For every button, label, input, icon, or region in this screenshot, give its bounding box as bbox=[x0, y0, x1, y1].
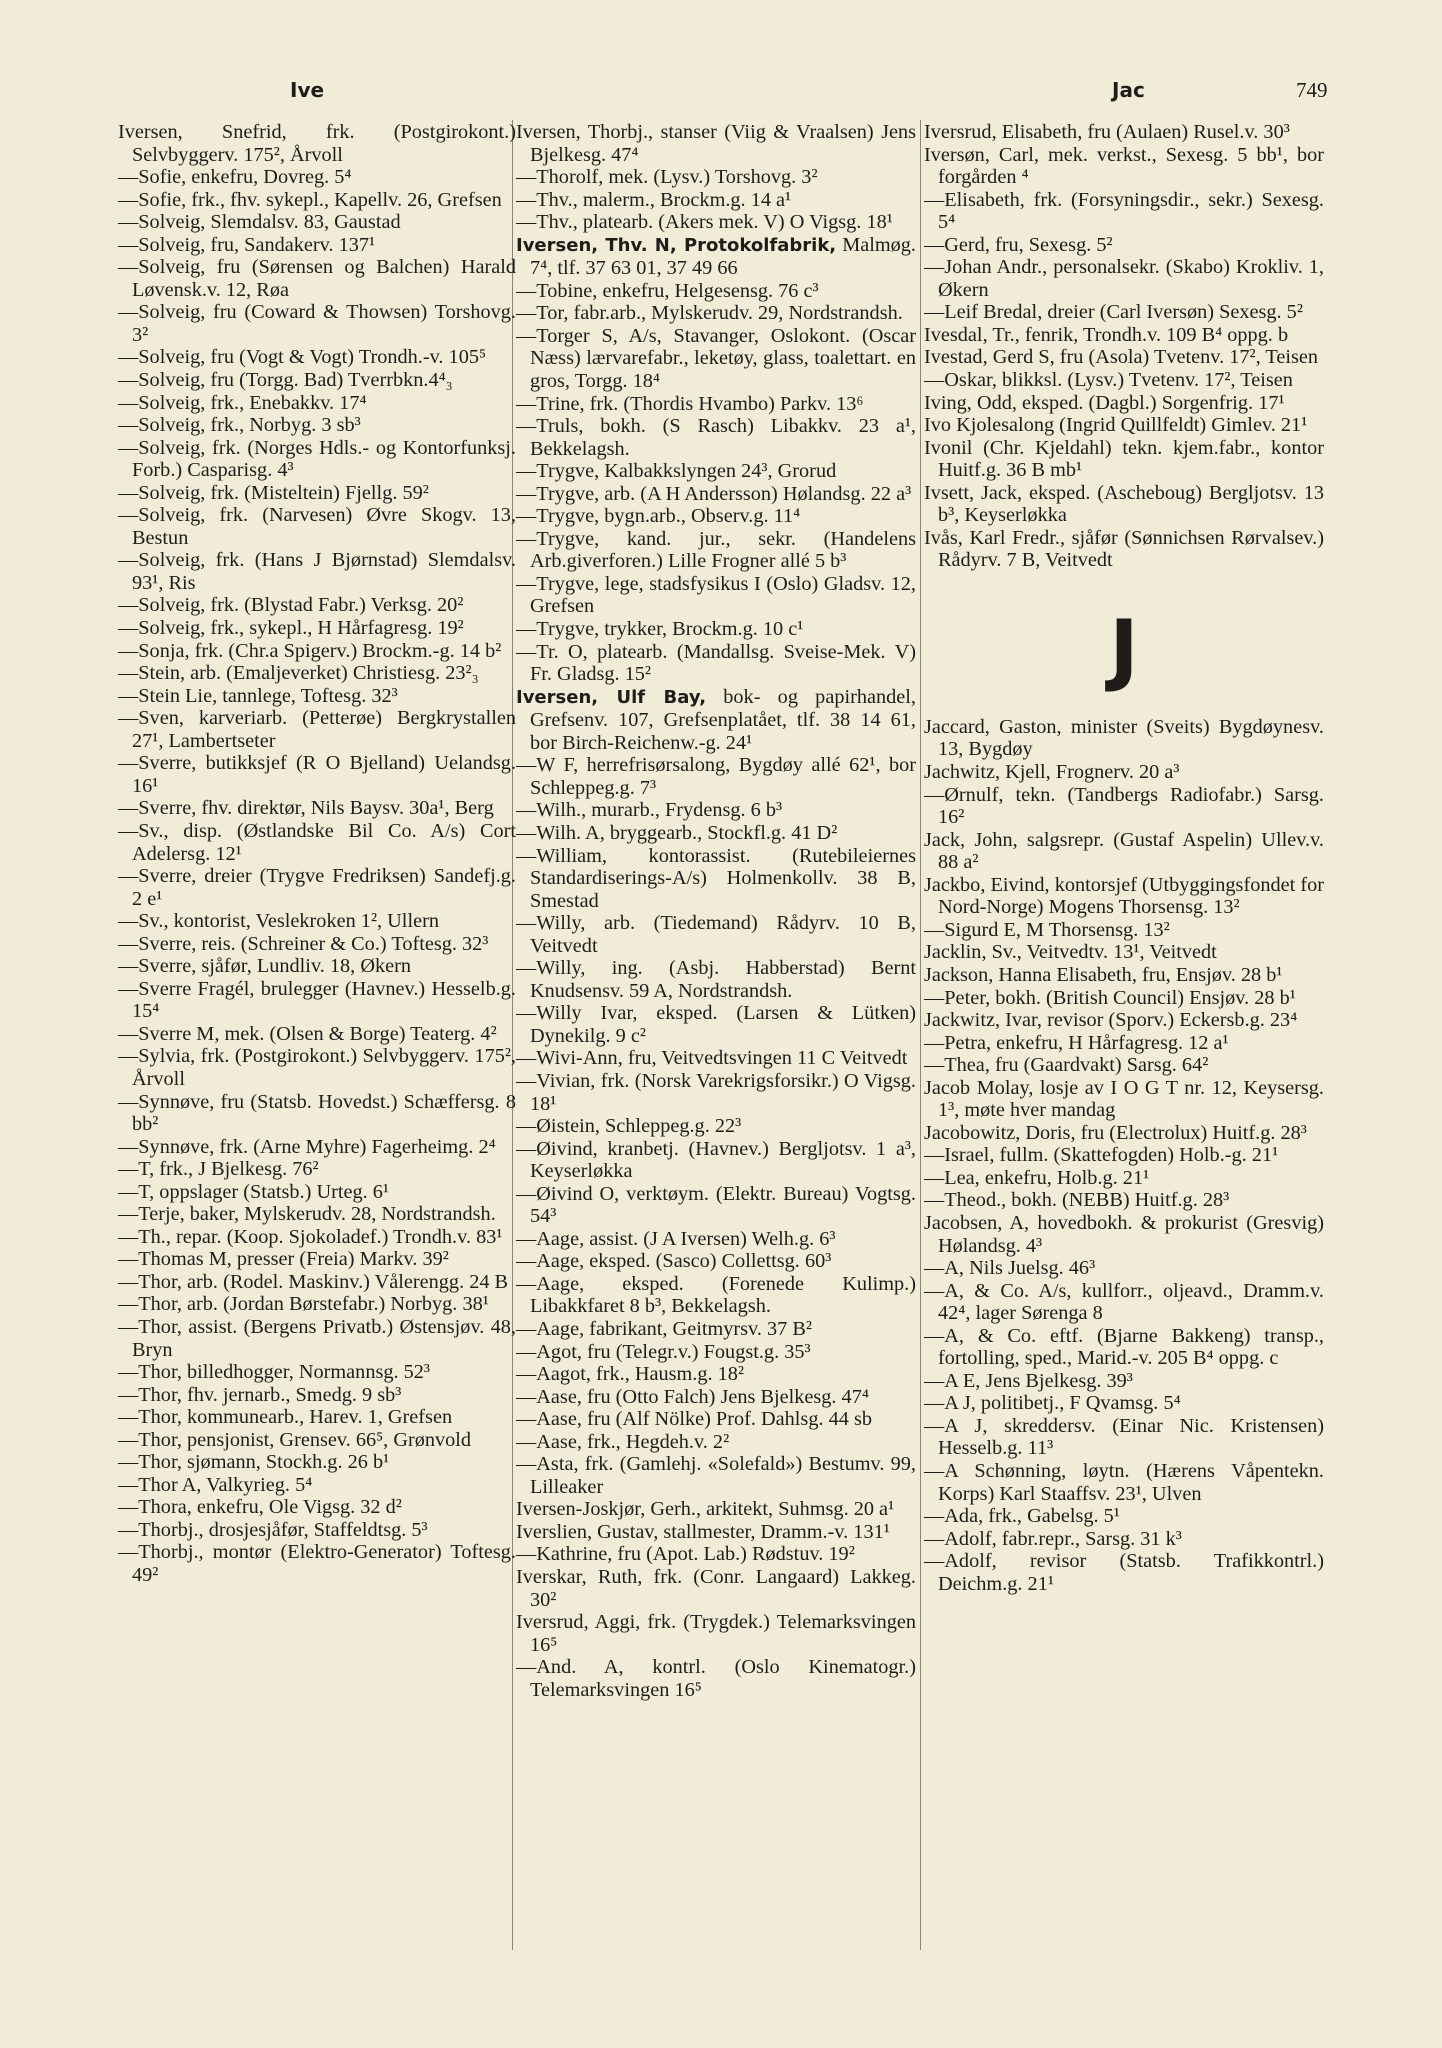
list-item: —Sylvia, frk. (Postgirokont.) Selvbyggerv. 175², Årvoll bbox=[118, 1045, 516, 1090]
list-item: —Ørnulf, tekn. (Tandbergs Radiofabr.) Sarsg. 16² bbox=[924, 783, 1324, 829]
list-item: —Aage, eksped. (Sasco) Collettsg. 60³ bbox=[516, 1250, 832, 1273]
list-item: —Terje, baker, Mylskerudv. 28, Nordstrandsh. bbox=[118, 1203, 496, 1226]
list-item: Iversøn, Carl, mek. verkst., Sexesg. 5 bb¹, bor forgården ⁴ bbox=[924, 143, 1324, 189]
list-item: —Truls, bokh. (S Rasch) Libakkv. 23 a¹, Bekkelagsh. bbox=[516, 415, 916, 460]
list-item: —Sverre, fhv. direktør, Nils Baysv. 30a¹, Berg bbox=[118, 797, 494, 820]
list-item: —Sv., disp. (Østlandske Bil Co. A/s) Cort Adelersg. 12¹ bbox=[118, 819, 516, 865]
list-item: —Thor, assist. (Bergens Privatb.) Østensjøv. 48, Bryn bbox=[118, 1315, 516, 1361]
list-item: Ivesdal, Tr., fenrik, Trondh.v. 109 B⁴ oppg. b bbox=[924, 323, 1289, 346]
list-item: —W F, herrefrisørsalong, Bygdøy allé 62¹, bor Schleppeg.g. 7³ bbox=[516, 754, 916, 799]
list-item: —Thv., malerm., Brockm.g. 14 a¹ bbox=[516, 188, 792, 211]
list-item: —Thor, arb. (Rodel. Maskinv.) Vålerengg. 24 B bbox=[118, 1270, 509, 1293]
list-item: —Theod., bokh. (NEBB) Huitf.g. 28³ bbox=[924, 1189, 1230, 1212]
column-3 bbox=[924, 121, 1324, 1595]
list-item: —A, Nils Juelsg. 46³ bbox=[924, 1257, 1096, 1280]
list-item: —Solveig, fru (Torgg. Bad) Tverrbkn.4⁴₃ bbox=[118, 369, 453, 392]
column-1 bbox=[118, 121, 516, 1587]
list-item: —Agot, fru (Telegr.v.) Fougst.g. 35³ bbox=[516, 1340, 811, 1363]
list-item: —Peter, bokh. (British Council) Ensjøv. 28 b¹ bbox=[924, 986, 1296, 1009]
list-item: —Trygve, lege, stadsfysikus I (Oslo) Gladsv. 12, Grefsen bbox=[516, 572, 916, 618]
list-item: —T, oppslager (Statsb.) Urteg. 6¹ bbox=[118, 1180, 389, 1203]
list-item: —Gerd, fru, Sexesg. 5² bbox=[924, 233, 1113, 256]
list-item: Iversen, Thorbj., stanser (Viig & Vraalsen) Jens Bjelkesg. 47⁴ bbox=[516, 121, 916, 166]
list-item: —Sverre, dreier (Trygve Fredriksen) Sandefj.g. 2 e¹ bbox=[118, 865, 516, 910]
list-item: —Solveig, frk., sykepl., H Hårfagresg. 19² bbox=[118, 617, 464, 640]
list-item: —Thorbj., drosjesjåfør, Staffeldtsg. 5³ bbox=[118, 1518, 428, 1541]
list-item: —Thor, kommunearb., Harev. 1, Grefsen bbox=[118, 1406, 453, 1429]
list-item: —Sonja, frk. (Chr.a Spigerv.) Brockm.-g. 14 b² bbox=[118, 639, 502, 662]
list-item: —Thorbj., montør (Elektro-Generator) Toftesg. 49² bbox=[118, 1541, 516, 1586]
column-2 bbox=[516, 121, 916, 1701]
list-item: —Israel, fullm. (Skattefogden) Holb.-g. 21¹ bbox=[924, 1144, 1279, 1167]
list-item: Ivås, Karl Fredr., sjåfør (Sønnichsen Rørvalsev.) Rådyrv. 7 B, Veitvedt bbox=[924, 526, 1324, 572]
list-item: —Sven, karveriarb. (Petterøe) Bergkrystallen 27¹, Lambertseter bbox=[118, 707, 516, 752]
list-item: —And. A, kontrl. (Oslo Kinematogr.) Telemarksvingen 16⁵ bbox=[516, 1656, 916, 1701]
list-item: —Solveig, fru (Sørensen og Balchen) Harald Løvensk.v. 12, Røa bbox=[118, 256, 516, 301]
list-item: —A E, Jens Bjelkesg. 39³ bbox=[924, 1369, 1133, 1392]
list-item: Iverskar, Ruth, frk. (Conr. Langaard) Lakkeg. 30² bbox=[516, 1566, 916, 1611]
list-item bbox=[516, 686, 916, 755]
list-item: —Thor, pensjonist, Grensev. 66⁵, Grønvold bbox=[118, 1428, 472, 1451]
list-item: —Trygve, bygn.arb., Observ.g. 11⁴ bbox=[516, 505, 801, 528]
list-item: —Trygve, arb. (A H Andersson) Hølandsg. 22 a³ bbox=[516, 482, 912, 505]
list-item: —Tr. O, platearb. (Mandallsg. Sveise-Mek. V) Fr. Gladsg. 15² bbox=[516, 640, 916, 686]
list-item: —Vivian, frk. (Norsk Varekrigsforsikr.) O Vigsg. 18¹ bbox=[516, 1069, 916, 1115]
list-item bbox=[516, 234, 916, 280]
list-item: —A J, politibetj., F Qvamsg. 5⁴ bbox=[924, 1392, 1181, 1415]
list-item: —Wivi-Ann, fru, Veitvedtsvingen 11 C Veitvedt bbox=[516, 1047, 908, 1070]
list-item: Jackwitz, Ivar, revisor (Sporv.) Eckersb.g. 23⁴ bbox=[924, 1009, 1298, 1032]
list-item: Jaccard, Gaston, minister (Sveits) Bygdøynesv. 13, Bygdøy bbox=[924, 715, 1324, 761]
running-head-left: Ive bbox=[290, 78, 325, 102]
column-divider bbox=[920, 120, 921, 1950]
list-item: —Wilh., murarb., Frydensg. 6 b³ bbox=[516, 799, 783, 822]
list-item: —Trygve, kand. jur., sekr. (Handelens Arb.giverforen.) Lille Frogner allé 5 b³ bbox=[516, 527, 916, 573]
list-item: —Sverre, reis. (Schreiner & Co.) Toftesg. 32³ bbox=[118, 932, 489, 955]
list-item: —Solveig, Slemdalsv. 83, Gaustad bbox=[118, 211, 401, 234]
list-item: —Trygve, Kalbakkslyngen 24³, Grorud bbox=[516, 460, 837, 483]
list-item: —Stein, arb. (Emaljeverket) Christiesg. 23²₃ bbox=[118, 662, 479, 685]
list-item: —Asta, frk. (Gamlehj. «Solefald») Bestumv. 99, Lilleaker bbox=[516, 1453, 916, 1498]
list-item: —T, frk., J Bjelkesg. 76² bbox=[118, 1158, 319, 1181]
list-item: —Sv., kontorist, Veslekroken 1², Ullern bbox=[118, 910, 439, 933]
entry-text: Malmøg. 7⁴, tlf. 37 63 01, 37 49 66 bbox=[530, 233, 916, 280]
list-item: —Elisabeth, frk. (Forsyningsdir., sekr.) Sexesg. 5⁴ bbox=[924, 188, 1324, 234]
list-item: —Lea, enkefru, Holb.g. 21¹ bbox=[924, 1166, 1150, 1189]
list-item: Ivo Kjolesalong (Ingrid Quillfeldt) Gimlev. 21¹ bbox=[924, 414, 1308, 437]
list-item: —Willy, arb. (Tiedemand) Rådyrv. 10 B, Veitvedt bbox=[516, 912, 916, 957]
list-item: —Sverre Fragél, brulegger (Havnev.) Hesselb.g. 15⁴ bbox=[118, 977, 516, 1023]
list-item: Ivonil (Chr. Kjeldahl) tekn. kjem.fabr., kontor Huitf.g. 36 B mb¹ bbox=[924, 436, 1324, 482]
list-item: —Stein Lie, tannlege, Toftesg. 32³ bbox=[118, 684, 398, 707]
list-item: Jackson, Hanna Elisabeth, fru, Ensjøv. 28 b¹ bbox=[924, 963, 1283, 986]
list-item: —Adolf, fabr.repr., Sarsg. 31 k³ bbox=[924, 1527, 1182, 1550]
list-item: —Aage, assist. (J A Iversen) Welh.g. 6³ bbox=[516, 1227, 836, 1250]
list-item: —Øivind, kranbetj. (Havnev.) Bergljotsv. 1 a³, Keyserløkka bbox=[516, 1137, 916, 1183]
list-item: —Johan Andr., personalsekr. (Skabo) Krokliv. 1, Økern bbox=[924, 256, 1324, 301]
section-letter: J bbox=[1109, 604, 1139, 695]
list-item: —Adolf, revisor (Statsb. Trafikkontrl.) Deichm.g. 21¹ bbox=[924, 1550, 1324, 1595]
list-item: —Aase, fru (Alf Nölke) Prof. Dahlsg. 44 sb bbox=[516, 1408, 872, 1431]
list-item: —Kathrine, fru (Apot. Lab.) Rødstuv. 19² bbox=[516, 1543, 855, 1566]
list-item: —Øistein, Schleppeg.g. 22³ bbox=[516, 1115, 742, 1138]
list-item: —Aase, frk., Hegdeh.v. 2² bbox=[516, 1430, 730, 1453]
list-item: Ivestad, Gerd S, fru (Asola) Tvetenv. 17², Teisen bbox=[924, 346, 1319, 369]
list-item: Iving, Odd, eksped. (Dagbl.) Sorgenfrig. 17¹ bbox=[924, 391, 1285, 414]
entry-name-bold: Iversen, Thv. N, Protokolfabrik, bbox=[516, 234, 837, 256]
list-item: —Wilh. A, bryggearb., Stockfl.g. 41 D² bbox=[516, 821, 838, 844]
list-item: —Solveig, fru (Vogt & Vogt) Trondh.-v. 105⁵ bbox=[118, 346, 487, 369]
list-item: Iversen, Snefrid, frk. (Postgirokont.) Selvbyggerv. 175², Årvoll bbox=[118, 121, 516, 166]
list-item: —Trine, frk. (Thordis Hvambo) Parkv. 13⁶ bbox=[516, 392, 864, 415]
list-item: —Sverre, sjåfør, Lundliv. 18, Økern bbox=[118, 955, 412, 978]
list-item: Jacob Molay, losje av I O G T nr. 12, Keysersg. 1³, møte hver mandag bbox=[924, 1076, 1324, 1122]
list-item: —Trygve, trykker, Brockm.g. 10 c¹ bbox=[516, 618, 804, 641]
list-item: —Øivind O, verktøym. (Elektr. Bureau) Vogtsg. 54³ bbox=[516, 1182, 916, 1228]
list-item: Jack, John, salgsrepr. (Gustaf Aspelin) Ullev.v. 88 a² bbox=[924, 828, 1324, 874]
list-item: —Oskar, blikksl. (Lysv.) Tvetenv. 17², Teisen bbox=[924, 369, 1293, 392]
list-item: —Solveig, frk. (Hans J Bjørnstad) Slemdalsv. 93¹, Ris bbox=[118, 549, 516, 594]
list-item: —Solveig, fru, Sandakerv. 137¹ bbox=[118, 233, 376, 256]
list-item: —Synnøve, fru (Statsb. Hovedst.) Schæffersg. 8 bb² bbox=[118, 1090, 516, 1136]
list-item: —Solveig, frk. (Narvesen) Øvre Skogv. 13, Bestun bbox=[118, 504, 516, 549]
list-item: —A Schønning, løytn. (Hærens Våpentekn. Korps) Karl Staaffsv. 23¹, Ulven bbox=[924, 1459, 1324, 1505]
list-item: Jacobowitz, Doris, fru (Electrolux) Huitf.g. 28³ bbox=[924, 1121, 1307, 1144]
list-item: —Thv., platearb. (Akers mek. V) O Vigsg. 18¹ bbox=[516, 211, 893, 234]
list-item: —Solveig, frk. (Blystad Fabr.) Verksg. 20² bbox=[118, 594, 464, 617]
list-item: —Aase, fru (Otto Falch) Jens Bjelkesg. 47⁴ bbox=[516, 1385, 869, 1408]
list-item: —Sigurd E, M Thorsensg. 13² bbox=[924, 918, 1170, 941]
list-item: —Sofie, frk., fhv. sykepl., Kapellv. 26, Grefsen bbox=[118, 188, 502, 211]
list-item: —Sverre M, mek. (Olsen & Borge) Teaterg. 4² bbox=[118, 1022, 497, 1045]
entry-name-bold: Iversen, Ulf Bay, bbox=[516, 686, 707, 708]
list-item: —Willy, ing. (Asbj. Habberstad) Bernt Knudsensv. 59 A, Nordstrandsh. bbox=[516, 957, 916, 1002]
list-item: —Thor, arb. (Jordan Børstefabr.) Norbyg. 38¹ bbox=[118, 1293, 489, 1316]
list-item: —Sofie, enkefru, Dovreg. 5⁴ bbox=[118, 166, 352, 189]
list-item: Jacklin, Sv., Veitvedtv. 13¹, Veitvedt bbox=[924, 941, 1217, 964]
list-item: Iverslien, Gustav, stallmester, Dramm.-v. 131¹ bbox=[516, 1520, 890, 1543]
list-item: —A, & Co. A/s, kullforr., oljeavd., Dramm.v. 42⁴, lager Sørenga 8 bbox=[924, 1279, 1324, 1325]
list-item: —Willy Ivar, eksped. (Larsen & Lütken) Dynekilg. 9 c² bbox=[516, 1002, 916, 1047]
list-item: —Solveig, frk. (Misteltein) Fjellg. 59² bbox=[118, 481, 429, 504]
list-item: Jacobsen, A, hovedbokh. & prokurist (Gresvig) Hølandsg. 4³ bbox=[924, 1211, 1324, 1257]
list-item: —Leif Bredal, dreier (Carl Iversøn) Sexesg. 5² bbox=[924, 301, 1303, 324]
running-head-right: Jac bbox=[1112, 78, 1145, 102]
entry-text: bok- og papirhandel, Grefsenv. 107, Grefsenplatået, tlf. 38 14 61, bor Birch-Reichenw.-g. 24¹ bbox=[530, 685, 916, 754]
list-item: Jachwitz, Kjell, Frognerv. 20 a³ bbox=[924, 761, 1180, 784]
list-item: —Thorolf, mek. (Lysv.) Torshovg. 3² bbox=[516, 166, 818, 189]
list-item: —Tobine, enkefru, Helgesensg. 76 c³ bbox=[516, 279, 819, 302]
list-item: —Petra, enkefru, H Hårfagresg. 12 a¹ bbox=[924, 1031, 1229, 1054]
list-item: —Solveig, frk., Norbyg. 3 sb³ bbox=[118, 414, 361, 437]
list-item: —Thora, enkefru, Ole Vigsg. 32 d² bbox=[118, 1496, 402, 1519]
list-item: —A J, skreddersv. (Einar Nic. Kristensen) Hesselb.g. 11³ bbox=[924, 1414, 1324, 1460]
list-item: —Thor, billedhogger, Normannsg. 52³ bbox=[118, 1361, 431, 1384]
list-item: —Aagot, frk., Hausm.g. 18² bbox=[516, 1363, 745, 1386]
list-item: —Torger S, A/s, Stavanger, Oslokont. (Oscar Næss) lærvarefabr., leketøy, glass, toalettart. en gros, Torgg. 18⁴ bbox=[516, 324, 916, 393]
list-item: —Thor, fhv. jernarb., Smedg. 9 sb³ bbox=[118, 1383, 402, 1406]
list-item: —Solveig, frk., Enebakkv. 17⁴ bbox=[118, 391, 367, 414]
list-item: —A, & Co. eftf. (Bjarne Bakkeng) transp., fortolling, sped., Marid.-v. 205 B⁴ oppg. c bbox=[924, 1324, 1324, 1370]
list-item: —Solveig, frk. (Norges Hdls.- og Kontorfunksj. Forb.) Casparisg. 4³ bbox=[118, 436, 516, 482]
list-item: —Sverre, butikksjef (R O Bjelland) Uelandsg. 16¹ bbox=[118, 752, 516, 797]
list-item: —Synnøve, frk. (Arne Myhre) Fagerheimg. 2⁴ bbox=[118, 1135, 496, 1158]
list-item: Ivsett, Jack, eksped. (Ascheboug) Bergljotsv. 13 b³, Keyserløkka bbox=[924, 481, 1324, 527]
list-item: —Thor A, Valkyrieg. 5⁴ bbox=[118, 1473, 313, 1496]
list-item: —Solveig, fru (Coward & Thowsen) Torshovg. 3² bbox=[118, 301, 516, 346]
list-item: —Tor, fabr.arb., Mylskerudv. 29, Nordstrandsh. bbox=[516, 302, 903, 325]
list-item: Iversen-Joskjør, Gerh., arkitekt, Suhmsg. 20 a¹ bbox=[516, 1498, 895, 1521]
list-item: —Thea, fru (Gaardvakt) Sarsg. 64² bbox=[924, 1054, 1209, 1077]
list-item: Iversrud, Aggi, frk. (Trygdek.) Telemarksvingen 16⁵ bbox=[516, 1611, 916, 1656]
list-item: —Thor, sjømann, Stockh.g. 26 b¹ bbox=[118, 1451, 390, 1474]
list-item: —William, kontorassist. (Rutebileiernes Standardiserings-A/s) Holmenkollv. 38 B, Smestad bbox=[516, 844, 916, 912]
list-item: Jackbo, Eivind, kontorsjef (Utbyggingsfondet for Nord-Norge) Mogens Thorsensg. 13² bbox=[924, 873, 1324, 919]
list-item: —Aage, fabrikant, Geitmyrsv. 37 B² bbox=[516, 1317, 812, 1340]
list-item: —Aage, eksped. (Forenede Kulimp.) Libakkfaret 8 b³, Bekkelagsh. bbox=[516, 1272, 916, 1318]
list-item: Iversrud, Elisabeth, fru (Aulaen) Rusel.v. 30³ bbox=[924, 121, 1290, 143]
list-item: —Th., repar. (Koop. Sjokoladef.) Trondh.v. 83¹ bbox=[118, 1225, 503, 1248]
page-number: 749 bbox=[1296, 78, 1328, 102]
list-item: —Thomas M, presser (Freia) Markv. 39² bbox=[118, 1248, 449, 1271]
list-item: —Ada, frk., Gabelsg. 5¹ bbox=[924, 1505, 1120, 1528]
